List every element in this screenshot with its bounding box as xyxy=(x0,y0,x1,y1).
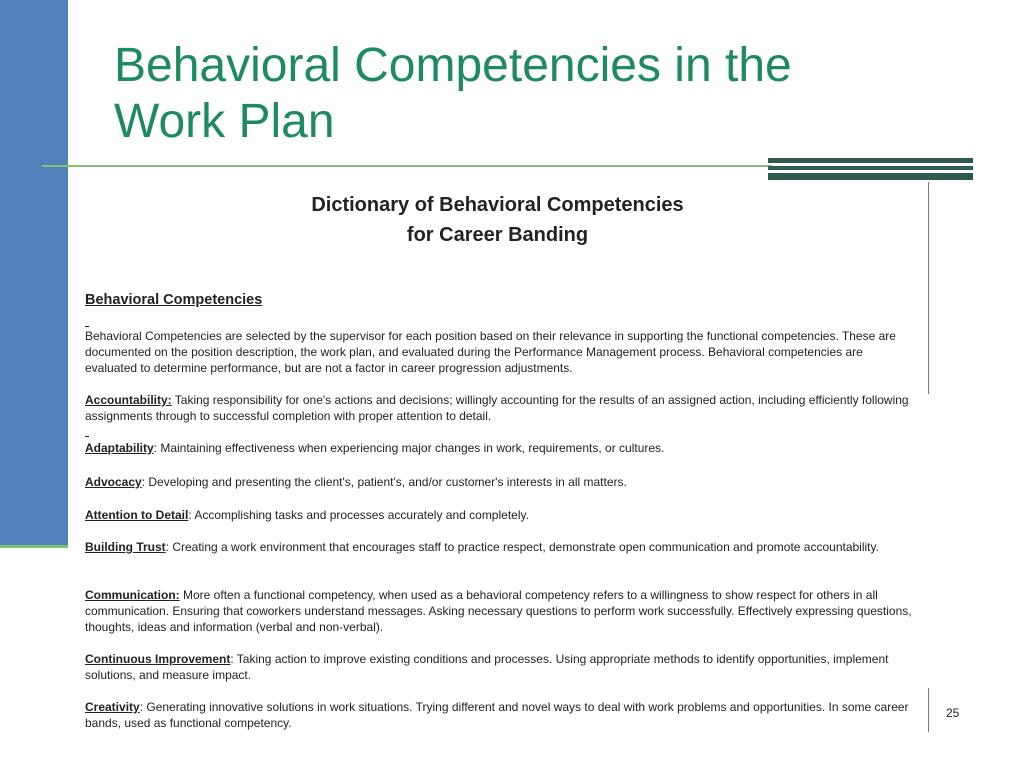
entry-text: : Taking action to improve existing conditions and processes. Using appropriate methods to identify opportunities, implement solutions, and measure impact. xyxy=(85,652,889,682)
slide-title-line-2: Work Plan xyxy=(114,95,335,148)
underline-mark xyxy=(85,326,89,327)
entry-attention-to-detail xyxy=(85,507,915,523)
entry-adaptability xyxy=(85,440,915,456)
title-divider xyxy=(42,165,772,167)
entry-term: Creativity xyxy=(85,700,140,714)
document-heading xyxy=(75,190,920,250)
slide-title-line-1: Behavioral Competencies in the xyxy=(114,39,792,92)
intro-paragraph: Behavioral Competencies are selected by the supervisor for each position based on their relevance in supporting the functional competencies. These are documented on the position description, the work plan, and evaluated during the Performance Management process. Behavioral competencies are evaluated to determine performance, but are not a factor in career progression adjustments. xyxy=(85,329,896,375)
slide-title xyxy=(114,38,874,150)
entry-term: Building Trust xyxy=(85,540,166,554)
entry-term: Communication: xyxy=(85,588,180,602)
corner-decoration xyxy=(768,158,973,180)
entry-term: Advocacy xyxy=(85,475,142,489)
entry-term: Accountability: xyxy=(85,393,172,407)
entry-building-trust xyxy=(85,539,915,555)
entry-text: : Generating innovative solutions in work situations. Trying different and novel ways to deal with work problems and opportunities. In some career bands, used as functional competency. xyxy=(85,700,909,730)
entry-term: Adaptability xyxy=(85,441,154,455)
entry-term: Attention to Detail xyxy=(85,508,189,522)
entry-text: : Creating a work environment that encourages staff to practice respect, demonstrate open communication and promote accountability. xyxy=(165,540,879,554)
entry-term: Continuous Improvement xyxy=(85,652,231,666)
entry-text: : Maintaining effectiveness when experiencing major changes in work, requirements, or cultures. xyxy=(153,441,665,455)
entry-text: : Developing and presenting the client's, patient's, and/or customer's interests in all matters. xyxy=(141,475,627,489)
entry-text: : Accomplishing tasks and processes accurately and completely. xyxy=(188,508,529,522)
left-accent-line xyxy=(0,545,68,548)
entry-creativity xyxy=(85,699,915,731)
document-heading-line-1: Dictionary of Behavioral Competencies xyxy=(311,194,684,216)
document-heading-line-2: for Career Banding xyxy=(406,224,589,246)
entry-continuous-improvement xyxy=(85,651,915,683)
underline-mark xyxy=(85,436,89,437)
left-accent-bar xyxy=(0,0,68,545)
document-image xyxy=(85,190,920,730)
document-edge xyxy=(928,688,929,732)
page-number: 25 xyxy=(946,706,960,720)
entry-text: More often a functional competency, when used as a behavioral competency refers to a willingness to show respect for others in all communication. Ensuring that coworkers understand messages. Asking necessary questions to perform work successfully. Effectively expressing questions, thoughts, ideas and information (verbal and non-verbal). xyxy=(85,588,912,634)
entry-communication xyxy=(85,587,915,635)
entry-accountability xyxy=(85,392,915,424)
section-title: Behavioral Competencies xyxy=(85,292,263,308)
entry-text: Taking responsibility for one's actions and decisions; willingly accounting for the results of an assigned action, including efficiently following assignments through to successful completion with proper attention to detail. xyxy=(85,393,909,423)
entry-advocacy xyxy=(85,474,915,490)
document-edge xyxy=(928,182,929,394)
